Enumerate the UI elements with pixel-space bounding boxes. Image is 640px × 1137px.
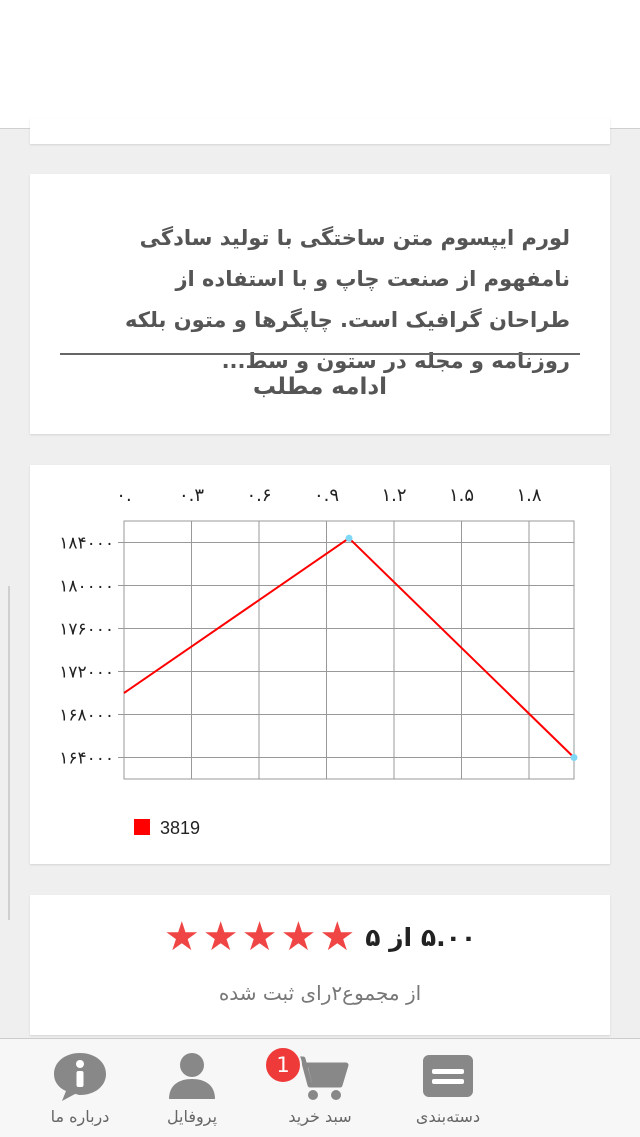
rating-card (30, 895, 610, 1035)
top-bar (0, 0, 640, 129)
tab-profile-label: پروفایل (166, 1107, 218, 1126)
divider (60, 353, 580, 355)
y-tick-label: ۱۶۴۰۰۰ (59, 748, 114, 769)
tab-about-label: درباره ما (50, 1107, 110, 1126)
x-tick-labels (116, 485, 542, 506)
star-icon: ★ (280, 914, 317, 960)
x-tick-label: ۱.۵ (448, 485, 475, 506)
rating-row (30, 915, 610, 959)
article-card (30, 174, 610, 434)
bottom-tab-bar (0, 1038, 640, 1137)
star-icon: ★ (202, 914, 239, 960)
rating-count: از مجموع۲رای ثبت شده (218, 981, 422, 1005)
category-icon (420, 1051, 476, 1101)
data-point (346, 535, 353, 542)
star-rating (164, 915, 355, 959)
x-tick-label: ۰. (116, 485, 132, 506)
y-tick-label: ۱۶۸۰۰۰ (59, 705, 114, 726)
tab-cart-label: سبد خرید (288, 1107, 352, 1126)
star-icon: ★ (319, 914, 356, 960)
y-tick-label: ۱۸۰۰۰۰ (59, 576, 114, 597)
star-icon: ★ (241, 914, 278, 960)
info-icon (52, 1051, 108, 1103)
cart-badge: 1 (264, 1046, 302, 1084)
scrollbar[interactable] (8, 586, 10, 920)
tab-categories-label: دسته‌بندی (415, 1107, 481, 1126)
read-more-button[interactable]: ادامه مطلب (252, 374, 388, 400)
y-tick-label: ۱۷۲۰۰۰ (59, 662, 114, 683)
y-tick-labels (59, 534, 114, 769)
x-tick-label: ۰.۳ (178, 485, 205, 506)
previous-card (30, 118, 610, 144)
legend-label: 3819 (160, 818, 201, 838)
line-chart (30, 465, 610, 864)
rating-score: ۵.۰۰ از ۵ (365, 922, 477, 952)
legend-swatch (134, 819, 150, 835)
x-tick-label: ۱.۸ (516, 485, 542, 506)
chart-series (124, 535, 578, 761)
x-tick-label: ۰.۹ (313, 485, 340, 506)
x-tick-label: ۱.۲ (381, 485, 407, 506)
y-tick-label: ۱۷۶۰۰۰ (59, 619, 114, 640)
chart-card (30, 465, 610, 864)
x-tick-label: ۰.۶ (246, 485, 272, 506)
article-excerpt: لورم ایپسوم متن ساختگی با تولید سادگی نامفهوم از صنعت چاپ و با استفاده از طراحان گرافیک است. چاپگرها و متون بلکه روزنامه و مجله در ستون و سط... (125, 226, 570, 373)
tab-categories[interactable] (368, 1039, 528, 1137)
profile-icon (166, 1051, 218, 1101)
star-icon: ★ (163, 914, 200, 960)
y-tick-label: ۱۸۴۰۰۰ (59, 533, 114, 554)
data-point (571, 754, 578, 761)
